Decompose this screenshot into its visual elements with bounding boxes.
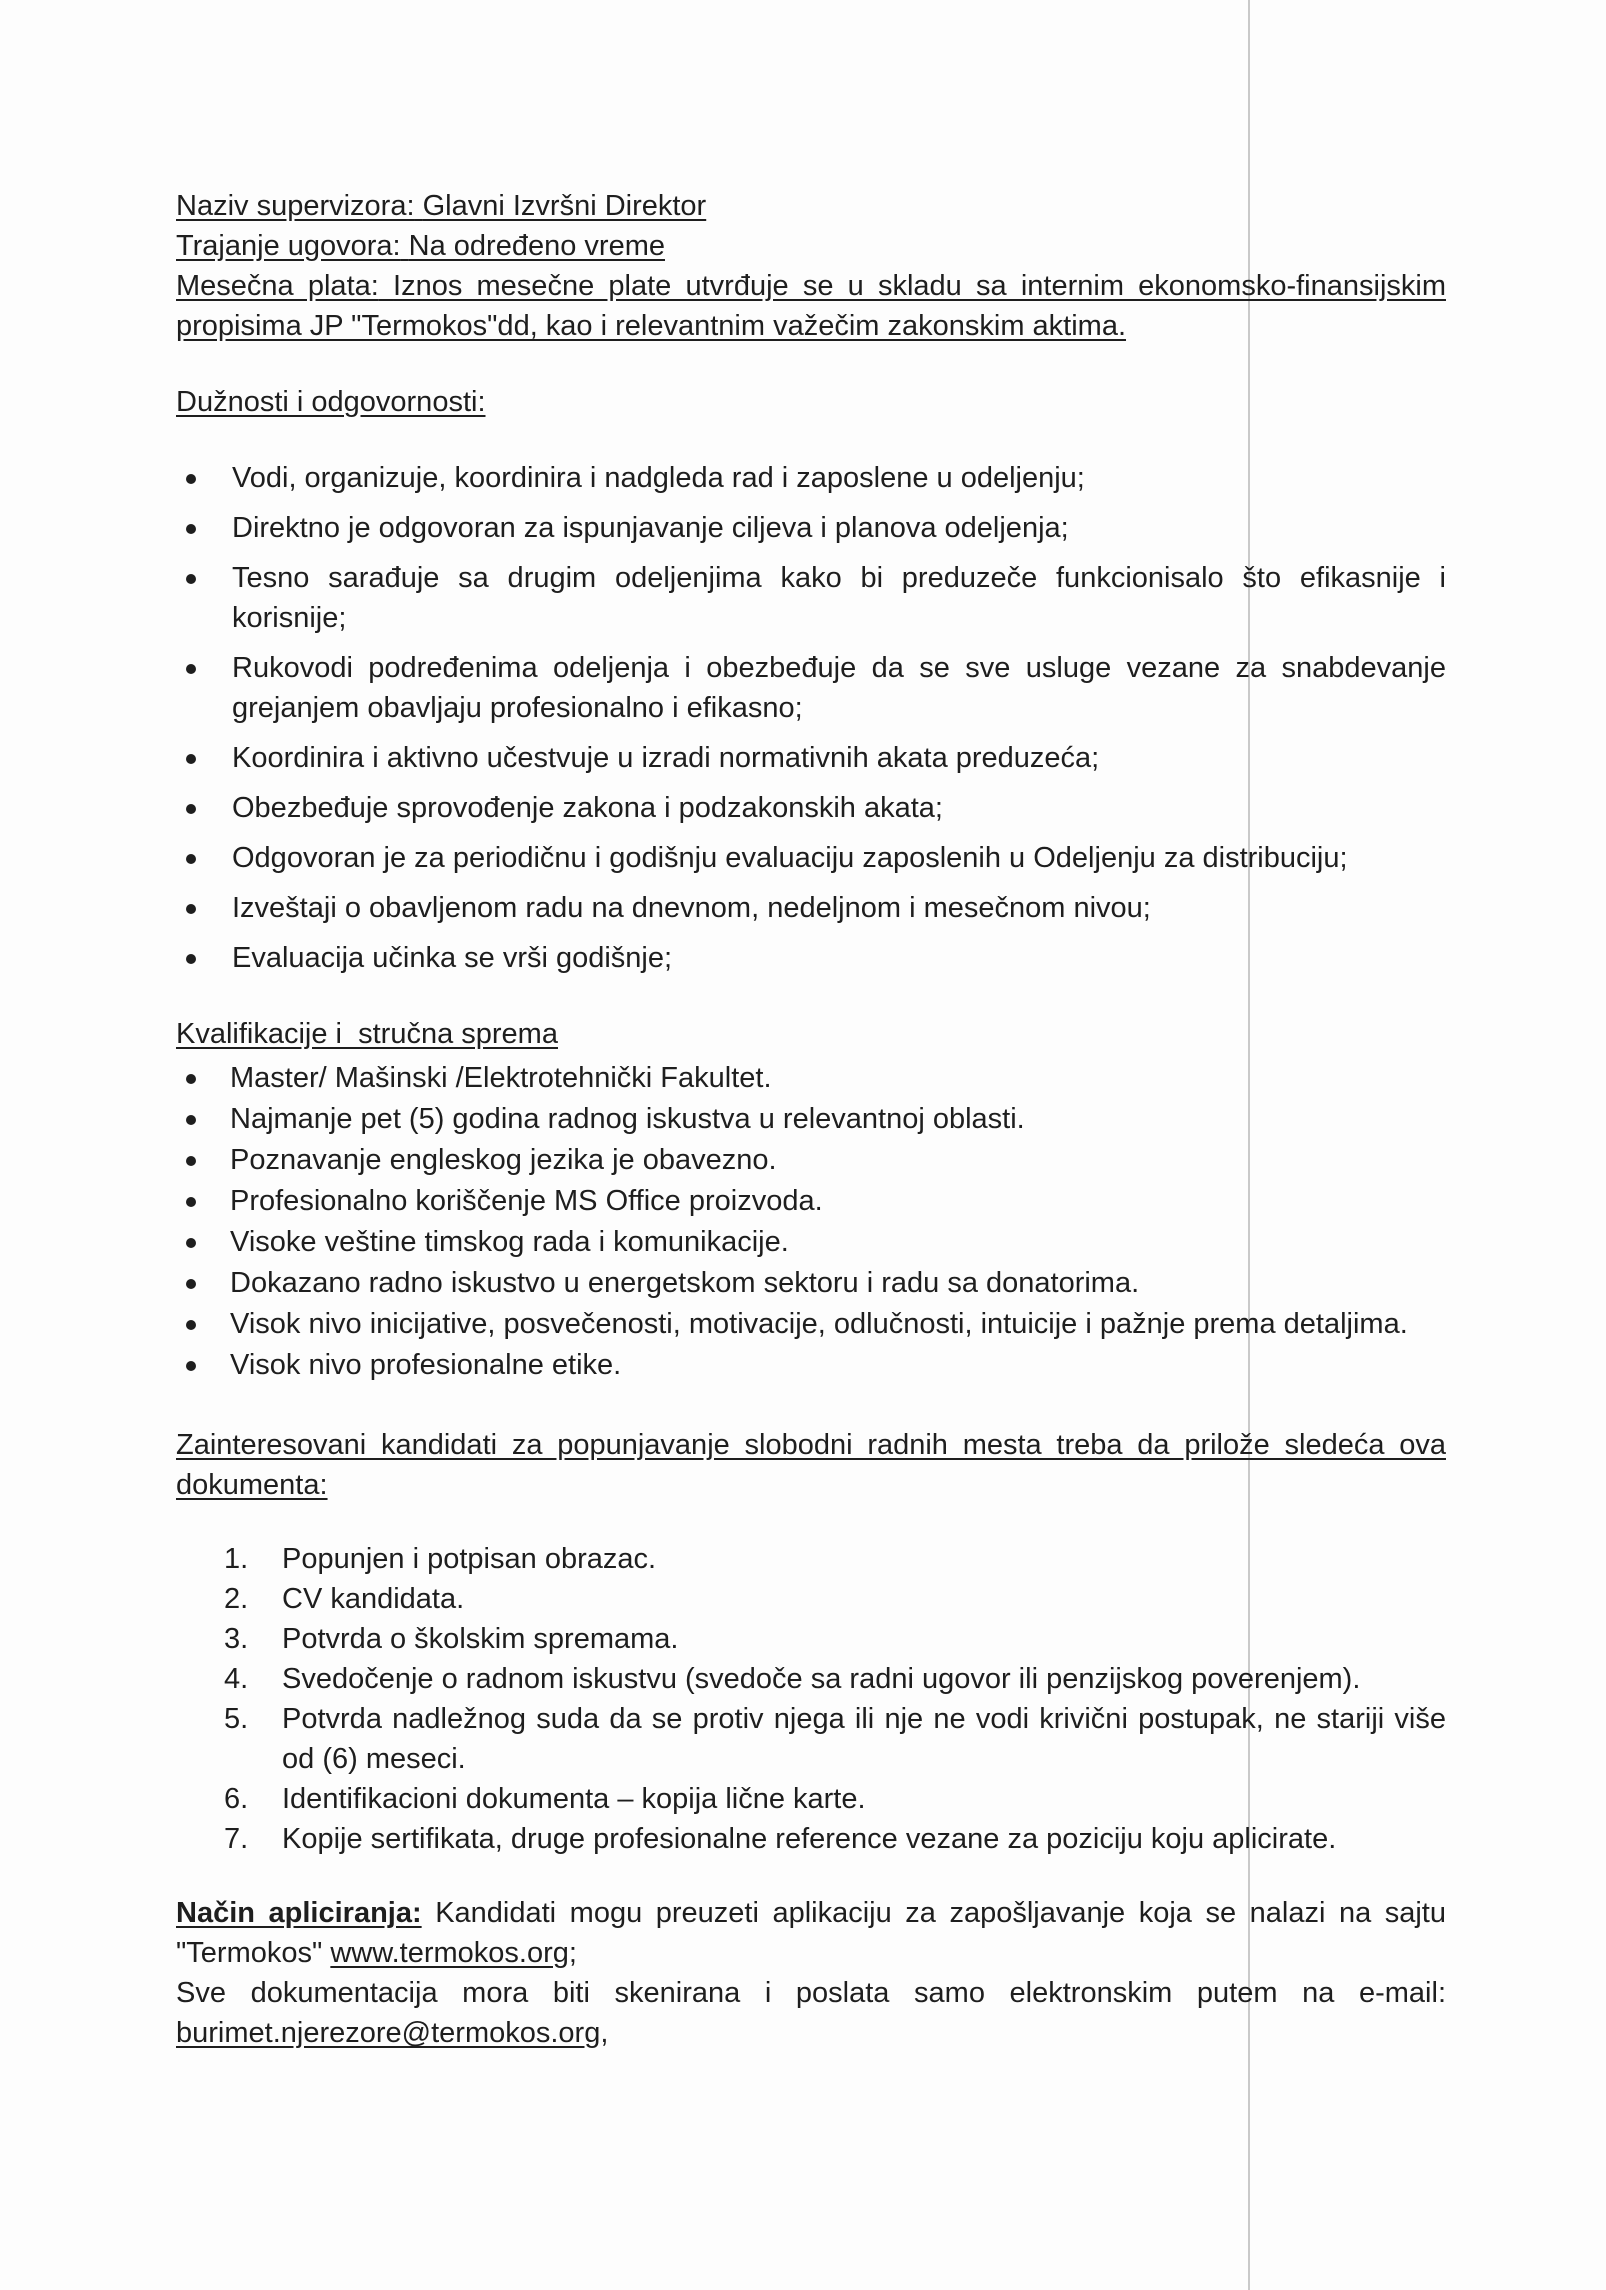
duty-item: Koordinira i aktivno učestvuje u izradi normativnih akata preduzeća;: [176, 738, 1446, 778]
duty-item: Tesno sarađuje sa drugim odeljenjima kako bi preduzeče funkcionisalo što efikasnije i korisnije;: [176, 558, 1446, 638]
document-item: [176, 1539, 1446, 1579]
document-text: CV kandidata.: [282, 1583, 465, 1615]
documents-heading: Zainteresovani kandidati za popunjavanje slobodni radnih mesta treba da prilože sledeća ova dokumenta:: [176, 1429, 1446, 1501]
document-item: [176, 1579, 1446, 1619]
qualification-item: Visok nivo inicijative, posvečenosti, motivacije, odlučnosti, intuicije i pažnje prema detaljima.: [176, 1304, 1446, 1344]
document-item: [176, 1619, 1446, 1659]
document-text: Svedočenje o radnom iskustvu (svedoče sa radni ugovor ili penzijskog poverenjem).: [282, 1663, 1361, 1695]
qualifications-heading: Kvalifikacije i stručna sprema: [176, 1018, 558, 1050]
salary-line: [176, 266, 1446, 346]
application-section: [176, 1893, 1446, 2053]
salary-label: Mesečna plata:: [176, 270, 379, 302]
application-paragraph: [176, 1893, 1446, 1973]
duties-heading: Dužnosti i odgovornosti:: [176, 386, 486, 418]
email-suffix: ,: [600, 2017, 609, 2049]
duties-list: [176, 458, 1446, 978]
salary-value: Iznos mesečne plate utvrđuje se u skladu sa internim ekonomsko-finansijskim propisima JP "Termokos"dd, kao i relevantnim važečim zakonskim aktima.: [176, 270, 1446, 342]
duty-item: Evaluacija učinka se vrši godišnje;: [176, 938, 1446, 978]
duty-item: Direktno je odgovoran za ispunjavanje ciljeva i planova odeljenja;: [176, 508, 1446, 548]
email-link[interactable]: burimet.njerezore@termokos.org: [176, 2017, 601, 2049]
website-suffix: ;: [568, 1937, 577, 1969]
document-item: [176, 1699, 1446, 1779]
qualification-item: Profesionalno koriščenje MS Office proizvoda.: [176, 1181, 1446, 1221]
duties-section: [176, 382, 1446, 978]
qualification-item: Visok nivo profesionalne etike.: [176, 1345, 1446, 1385]
documents-list: [176, 1539, 1446, 1859]
document-number: 2.: [224, 1583, 249, 1615]
document-item: [176, 1819, 1446, 1859]
qualification-item: Dokazano radno iskustvo u energetskom sektoru i radu sa donatorima.: [176, 1263, 1446, 1303]
duty-item: Obezbeđuje sprovođenje zakona i podzakonskih akata;: [176, 788, 1446, 828]
website-link[interactable]: www.termokos.org: [330, 1937, 569, 1969]
supervisor-value: Glavni Izvršni Direktor: [422, 190, 707, 222]
application-line1: Kandidati mogu preuzeti aplikaciju za zapošljavanje koja se nalazi na sajtu "Termokos": [176, 1897, 1446, 1969]
contract-line: [176, 226, 1446, 266]
qualifications-section: [176, 1014, 1446, 1385]
application-label: Način apliciranja:: [176, 1897, 422, 1929]
document-item: [176, 1779, 1446, 1819]
document-text: Kopije sertifikata, druge profesionalne reference vezane za poziciju koju aplicirate.: [282, 1823, 1337, 1855]
document-text: Identifikacioni dokumenta – kopija lične karte.: [282, 1783, 866, 1815]
duty-item: Rukovodi podređenima odeljenja i obezbeđuje da se sve usluge vezane za snabdevanje grejanjem obavljaju profesionalno i efikasno;: [176, 648, 1446, 728]
supervisor-label: Naziv supervizora:: [176, 190, 415, 222]
contract-label: Trajanje ugovora:: [176, 230, 401, 262]
contract-value: Na određeno vreme: [408, 230, 665, 262]
document-number: 6.: [224, 1783, 249, 1815]
document-item: [176, 1659, 1446, 1699]
qualification-item: Master/ Mašinski /Elektrotehnički Fakultet.: [176, 1058, 1446, 1098]
duty-item: Vodi, organizuje, koordinira i nadgleda rad i zaposlene u odeljenju;: [176, 458, 1446, 498]
application-paragraph-2: [176, 1973, 1446, 2053]
qualification-item: Visoke veštine timskog rada i komunikacije.: [176, 1222, 1446, 1262]
document-number: 4.: [224, 1663, 249, 1695]
document-number: 1.: [224, 1543, 249, 1575]
supervisor-line: [176, 186, 1446, 226]
qualification-item: Poznavanje engleskog jezika je obavezno.: [176, 1140, 1446, 1180]
qualification-item: Najmanje pet (5) godina radnog iskustva u relevantnoj oblasti.: [176, 1099, 1446, 1139]
document-text: Potvrda o školskim spremama.: [282, 1623, 679, 1655]
document-number: 3.: [224, 1623, 249, 1655]
qualifications-list: [176, 1058, 1446, 1385]
document-content: [176, 186, 1446, 2053]
document-text: Potvrda nadležnog suda da se protiv njega ili nje ne vodi krivični postupak, ne stariji više od (6) meseci.: [282, 1703, 1446, 1775]
duty-item: Izveštaji o obavljenom radu na dnevnom, nedeljnom i mesečnom nivou;: [176, 888, 1446, 928]
document-number: 5.: [224, 1703, 249, 1735]
document-number: 7.: [224, 1823, 249, 1855]
application-line2: Sve dokumentacija mora biti skenirana i poslata samo elektronskim putem na e-mail:: [176, 1977, 1446, 2009]
duty-item: Odgovoran je za periodičnu i godišnju evaluaciju zaposlenih u Odeljenju za distribuciju;: [176, 838, 1446, 878]
document-text: Popunjen i potpisan obrazac.: [282, 1543, 657, 1575]
